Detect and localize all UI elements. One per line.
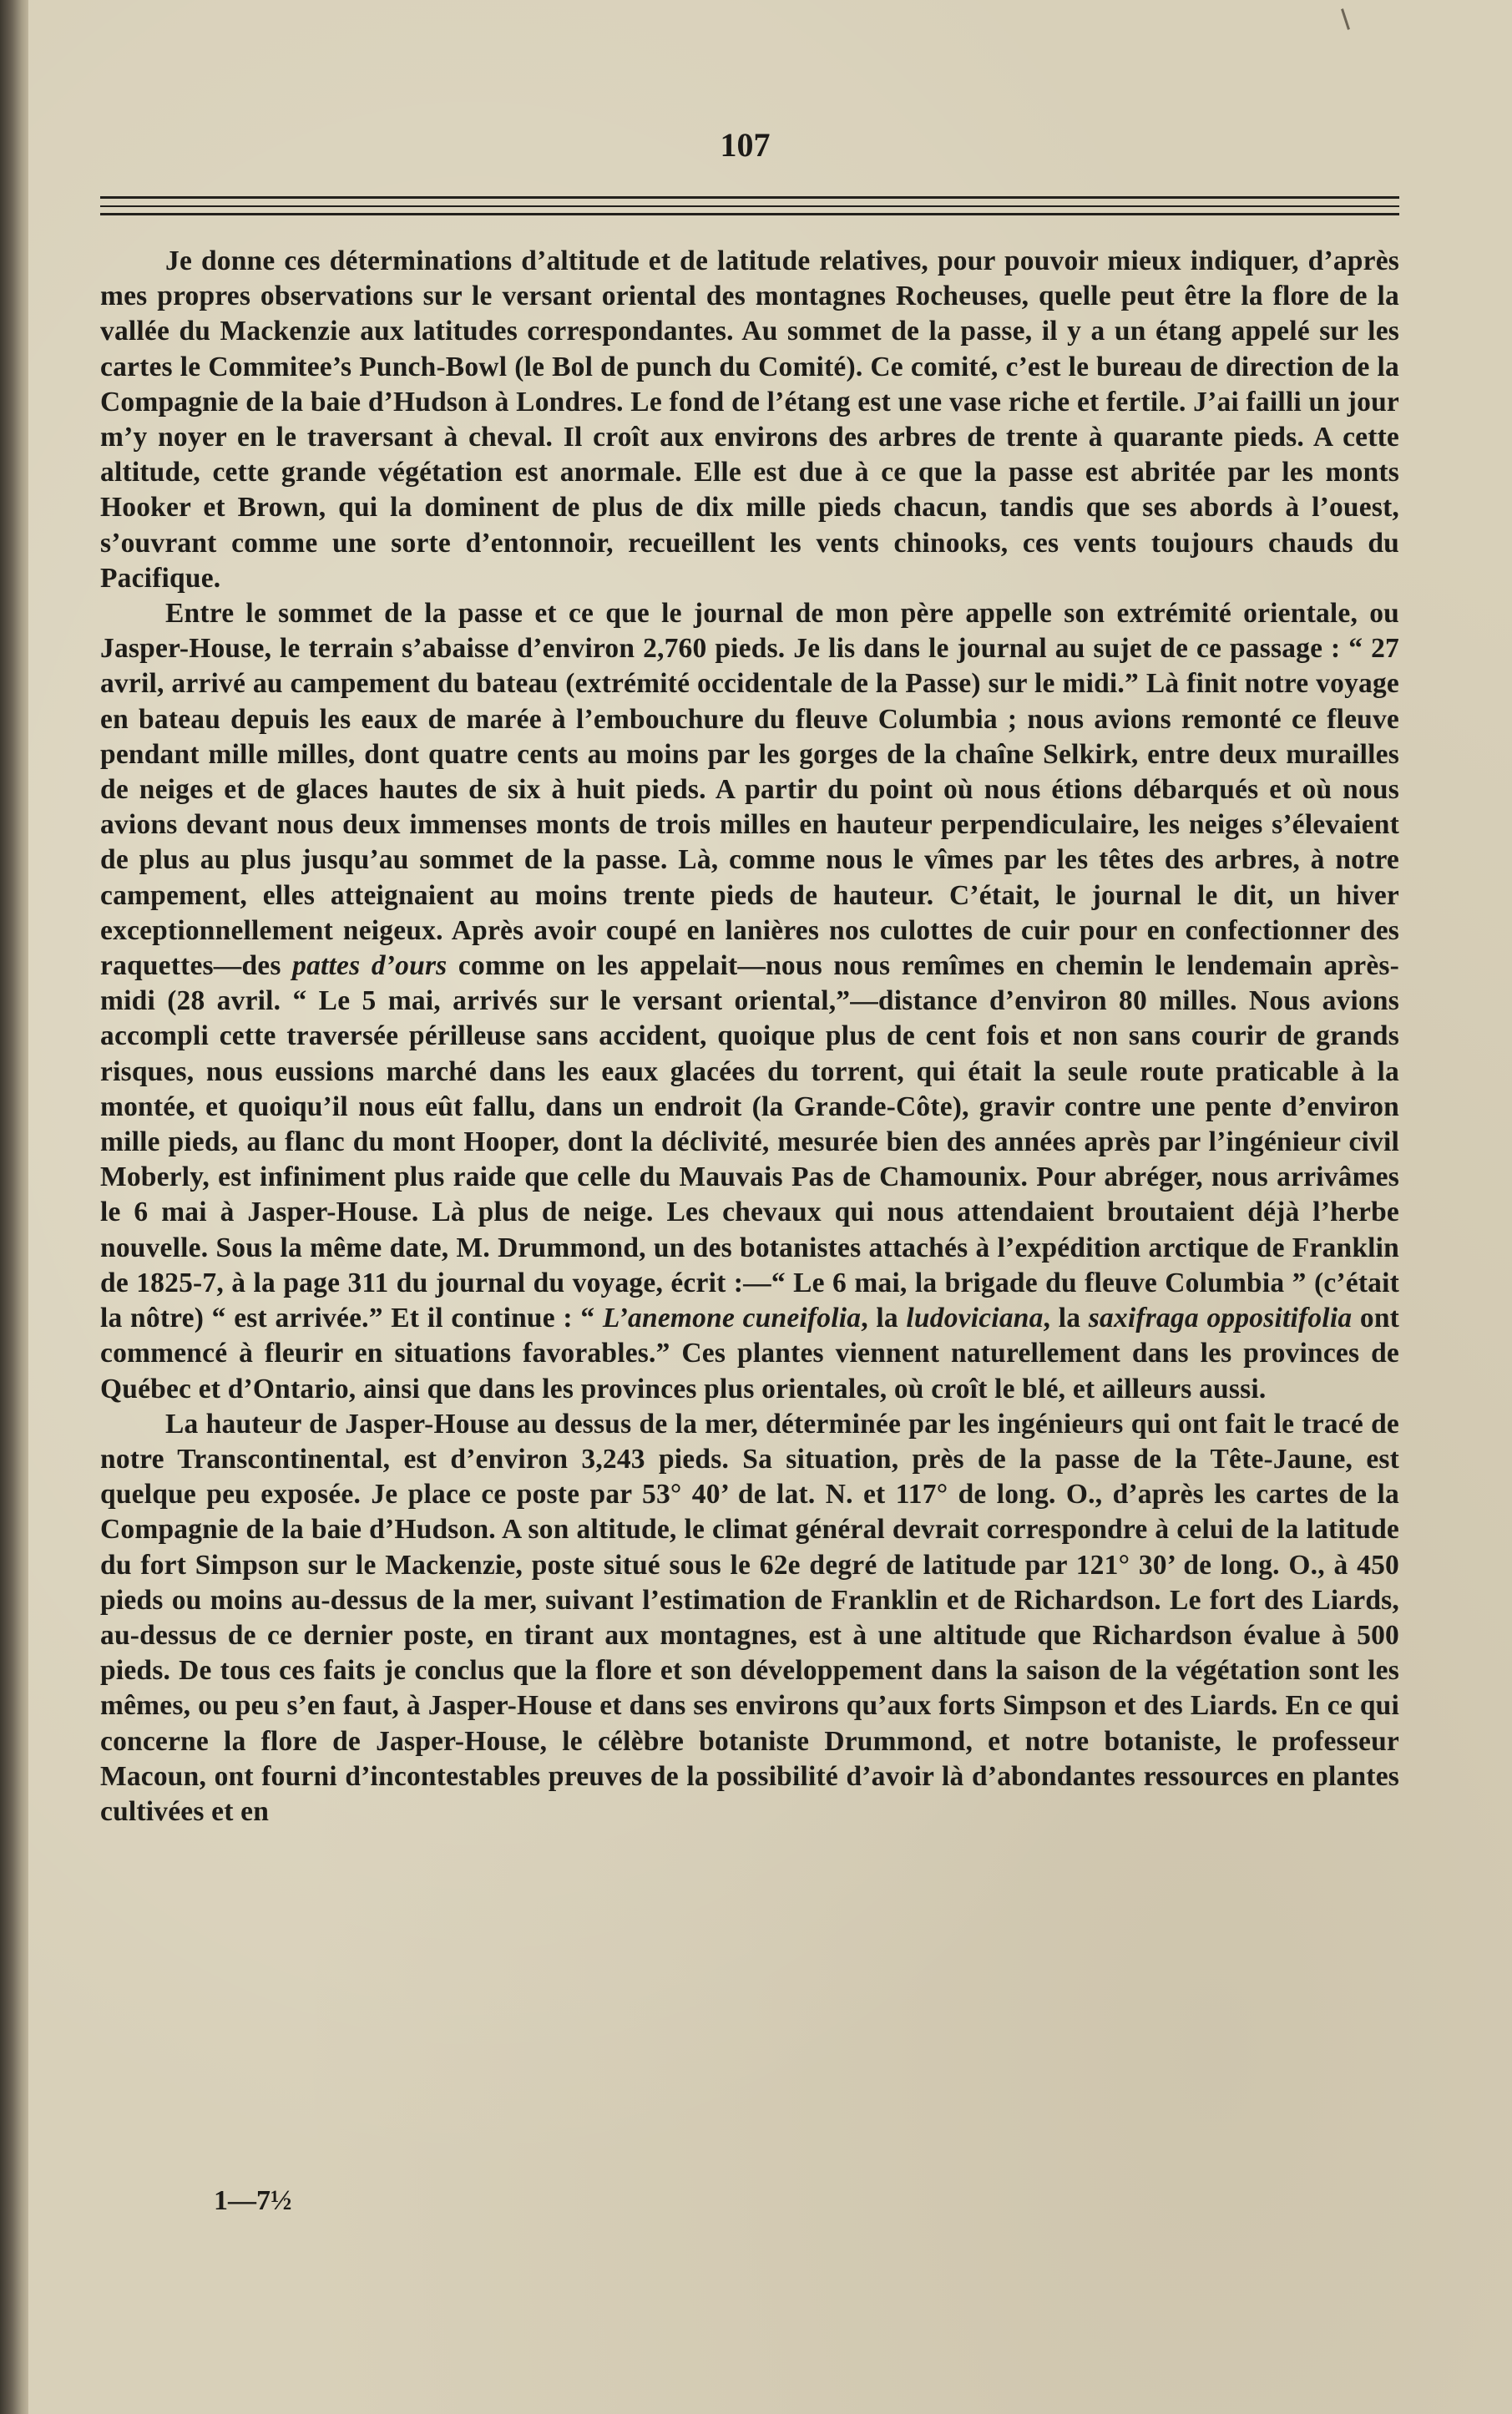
header-rule-top — [100, 196, 1399, 199]
text-run: , la — [861, 1303, 907, 1334]
paragraph — [100, 596, 1399, 1407]
text-run: Entre le sommet de la passe et ce que le journal de mon père appelle son extrémité orientale, ou Jasper-House, le terrain s’abaisse d’environ 2,760 pieds. Je lis dans le journal au sujet de ce passage : “ 27 avril, arrivé au campement du bateau (extrémité occidentale de la Passe) sur le midi.” Là finit notre voyage en bateau depuis les eaux de marée à l’embouchure du fleuve Columbia ; nous avions remonté ce fleuve pendant mille milles, dont quatre cents au moins par les gorges de la chaîne Selkirk, entre deux murailles de neiges et de glaces hautes de six à huit pieds. A partir du point où nous étions débarqués et où nous avions devant nous deux immenses monts de trois milles en hauteur perpendiculaire, les neiges s’élevaient de plus au plus jusqu’au sommet de la passe. Là, comme nous le vîmes par les têtes des arbres, à notre campement, elles atteignaient au moins trente pieds de hauteur. C’était, le journal le dit, un hiver exceptionnellement neigeux. Après avoir coupé en lanières nos culottes de cuir pour en confectionner des raquettes—des — [100, 598, 1399, 982]
book-page — [28, 0, 1512, 2414]
italic-term: pattes d’ours — [292, 950, 448, 982]
text-run: , la — [1043, 1303, 1089, 1334]
paragraph — [100, 244, 1399, 596]
body-text — [100, 244, 1399, 1829]
page-corner-mark — [1341, 8, 1350, 30]
italic-term: ludoviciana — [906, 1303, 1044, 1334]
text-run: La hauteur de Jasper-House au dessus de la mer, déterminée par les ingénieurs qui ont fait le tracé de notre Transcontinental, est d’environ 3,243 pieds. Sa situation, près de la passe de la Tête-Jaune, est quelque peu exposée. Je place ce poste par 53° 40’ de lat. N. et 117° de long. O., d’après les cartes de la Compagnie de la baie d’Hudson. A son altitude, le climat général devrait correspondre à celui de la latitude du fort Simpson sur le Mackenzie, poste situé sous le 62e degré de latitude par 121° 30’ de long. O., à 450 pieds ou moins au-dessus de la mer, suivant l’estimation de Franklin et de Richardson. Le fort des Liards, au-dessus de ce dernier poste, en tirant aux montagnes, est à une altitude que Richardson évalue à 500 pieds. De tous ces faits je conclus que la flore et son développement dans la saison de la végétation sont les mêmes, ou peu s’en faut, à Jasper-House et dans ses environs qu’aux forts Simpson et des Liards. En ce qui concerne la flore de Jasper-House, le célèbre botaniste Drummond, et notre botaniste, le professeur Macoun, ont fourni d’incontestables preuves de la possibilité d’avoir là d’abondantes ressources en plantes cultivées et en — [100, 1408, 1399, 1827]
text-run: Je donne ces déterminations d’altitude et de latitude relatives, pour pouvoir mieux indiquer, d’après mes propres observations sur le versant oriental des montagnes Rocheuses, quelle peut être la flore de la vallée du Mackenzie aux latitudes correspondantes. Au sommet de la passe, il y a un étang appelé sur les cartes le Commitee’s Punch-Bowl (le Bol de punch du Comité). Ce comité, c’est le bureau de direction de la Compagnie de la baie d’Hudson à Londres. Le fond de l’étang est une vase riche et fertile. J’ai failli un jour m’y noyer en le traversant à cheval. Il croît aux environs des arbres de trente à quarante pieds. A cette altitude, cette grande végétation est anormale. Elle est due à ce que la passe est abritée par les monts Hooker et Brown, qui la dominent de plus de dix mille pieds chacun, tandis que ses abords à l’ouest, s’ouvrant comme une sorte d’entonnoir, recueillent les vents chinooks, ces vents toujours chauds du Pacifique. — [100, 245, 1399, 594]
paragraph — [100, 1407, 1399, 1829]
text-run: ont commencé à fleurir en situations favorables.” Ces plantes viennent naturellement dans les provinces de Québec et d’Ontario, ainsi que dans les provinces plus orientales, où croît le blé, et ailleurs aussi. — [100, 1303, 1400, 1404]
printer-signature-mark: 1—7½ — [214, 2185, 292, 2216]
italic-term: saxifraga oppositifolia — [1088, 1303, 1353, 1334]
text-run: comme on les appelait—nous nous remîmes en chemin le lendemain après-midi (28 avril. “ Le 5 mai, arrivés sur le versant oriental,”—distance d’environ 80 milles. Nous avions accompli cette traversée périlleuse sans accident, quoique plus de cent fois et non sans courir de grands risques, nous eussions marché dans les eaux glacées du torrent, qui était la seule route praticable à la montée, et quoiqu’il nous eût fallu, dans un endroit (la Grande-Côte), gravir contre une pente d’environ mille pieds, au flanc du mont Hooper, dont la déclivité, mesurée bien des années après par l’ingénieur civil Moberly, est infiniment plus raide que celle du Mauvais Pas de Chamounix. Pour abréger, nous arrivâmes le 6 mai à Jasper-House. Là plus de neige. Les chevaux qui nous attendaient broutaient déjà l’herbe nouvelle. Sous la même date, M. Drummond, un des botanistes attachés à l’expédition arctique de Franklin de 1825-7, à la page 311 du journal du voyage, écrit :—“ Le 6 mai, la brigade du fleuve Columbia ” (c’était la nôtre) “ est arrivée.” Et il continue : “ — [100, 950, 1399, 1334]
header-rule-middle — [100, 205, 1399, 207]
page-number: 107 — [720, 126, 771, 164]
italic-term: L’anemone cuneifolia — [602, 1303, 862, 1334]
header-rule-bottom — [100, 213, 1399, 215]
book-binding-edge — [0, 0, 28, 2414]
